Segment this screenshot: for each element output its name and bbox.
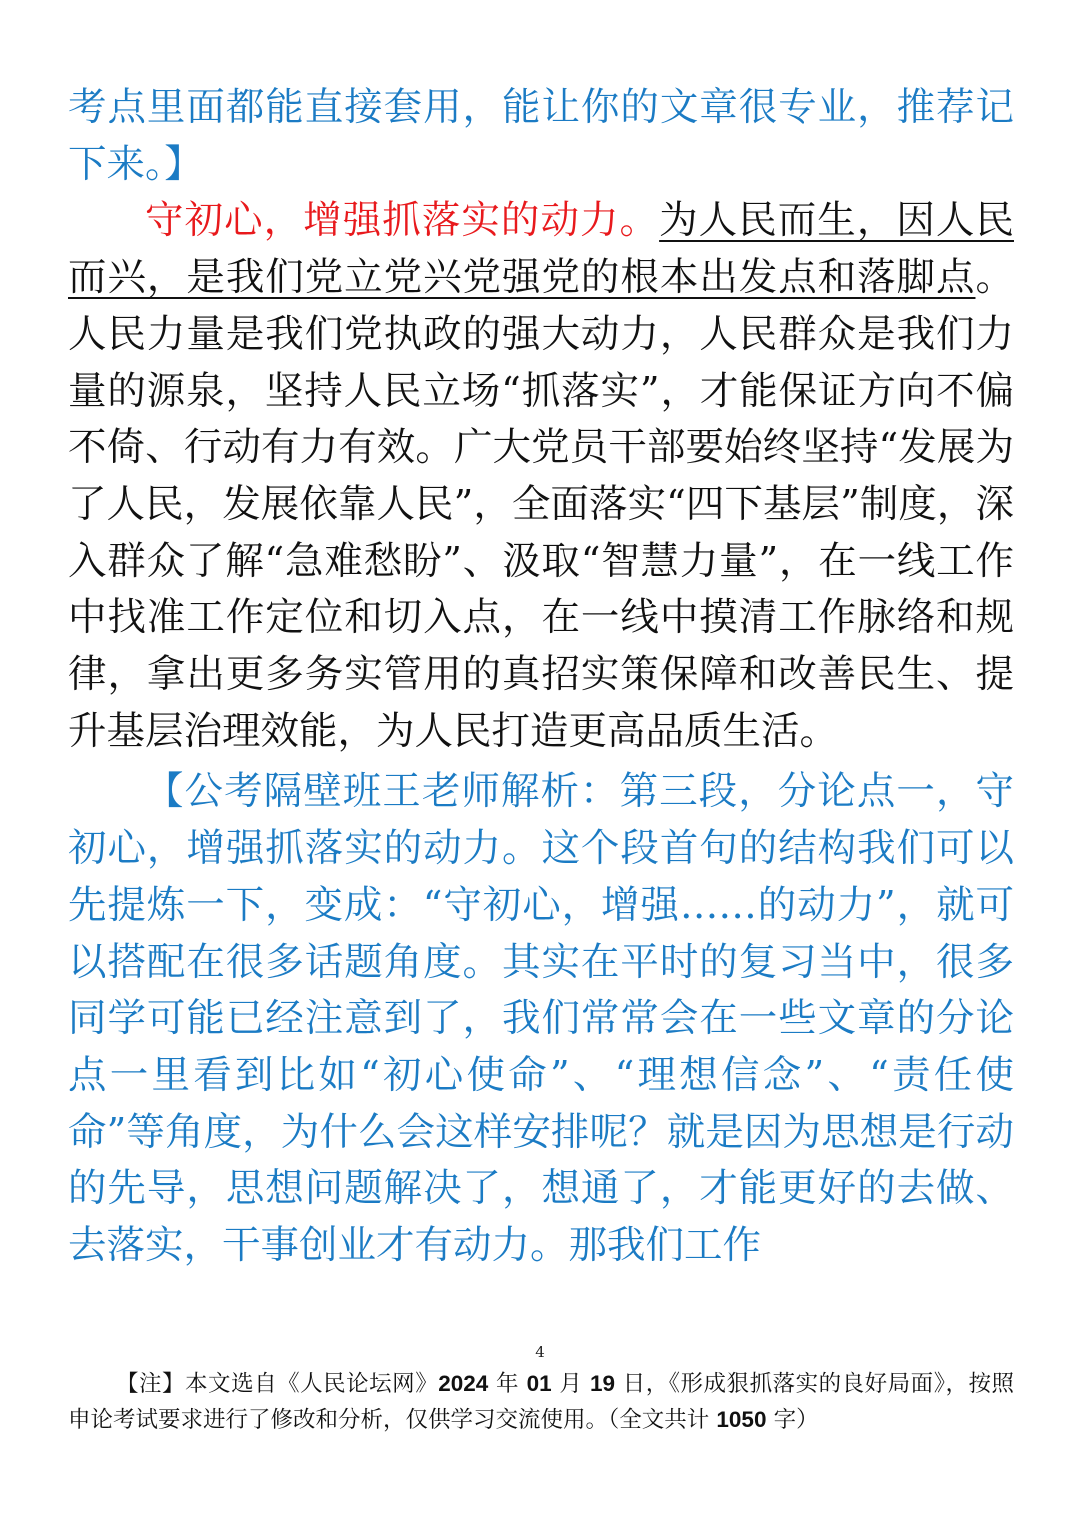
point-one-heading: 守初心，增强抓落实的动力。 <box>145 198 660 244</box>
paragraph-point-one <box>68 193 1014 760</box>
footnote-month-unit: 月 <box>551 1371 591 1397</box>
point-one-body: 人民力量是我们党执政的强大动力，人民群众是我们力量的源泉，坚持人民立场“抓落实”，才能保证方向不偏不倚、行动有力有效。广大党员干部要始终坚持“发展为了人民，发展依靠人民”，全面落实“四下基层”制度，深入群众了解“急难愁盼”、汲取“智慧力量”，在一线工作中找准工作定位和切入点，在一线中摸清工作脉络和规律，拿出更多务实管用的真招实策保障和改善民生、提升基层治理效能，为人民打造更高品质生活。 <box>68 311 1014 754</box>
footnote-label: 【注】本文选自《人民论坛网》 <box>116 1371 439 1397</box>
page-number: 4 <box>535 1343 545 1361</box>
footnote-day: 19 <box>590 1371 616 1396</box>
article-body <box>68 80 1014 1275</box>
footnote-month: 01 <box>526 1371 552 1396</box>
point-one-lead-end: 。 <box>975 255 1014 301</box>
intro-tail-text: 考点里面都能直接套用，能让你的文章很专业，推荐记下来。】 <box>68 85 1014 187</box>
footnote-year: 2024 <box>438 1371 489 1396</box>
footnote-word-count: 1050 <box>716 1407 767 1432</box>
footnote-year-unit: 年 <box>488 1371 527 1397</box>
footnote-day-unit: 日，《形成狠抓落实的良好局面》，按照申论考试要求进行了修改和分析，仅供学习交流使用。（全文共计 <box>68 1371 1014 1433</box>
teacher-analysis: 【公考隔壁班王老师解析：第三段，分论点一，守初心，增强抓落实的动力。这个段首句的结构我们可以先提炼一下，变成：“守初心，增强……的动力”，就可以搭配在很多话题角度。其实在平时的复习当中，很多同学可能已经注意到了，我们常常会在一些文章的分论点一里看到比如“初心使命”、“理想信念”、“责任使命”等角度，为什么会这样安排呢？就是因为思想是行动的先导，思想问题解决了，想通了，才能更好的去做、去落实，干事创业才有动力。那我们工作 <box>68 769 1014 1269</box>
point-one-underlined-lead: 为人民而生，因人民而兴，是我们党立党兴党强党的根本出发点和落脚点 <box>68 198 1014 301</box>
footnote <box>68 1366 1014 1438</box>
footnote-count-unit: 字） <box>766 1407 819 1433</box>
